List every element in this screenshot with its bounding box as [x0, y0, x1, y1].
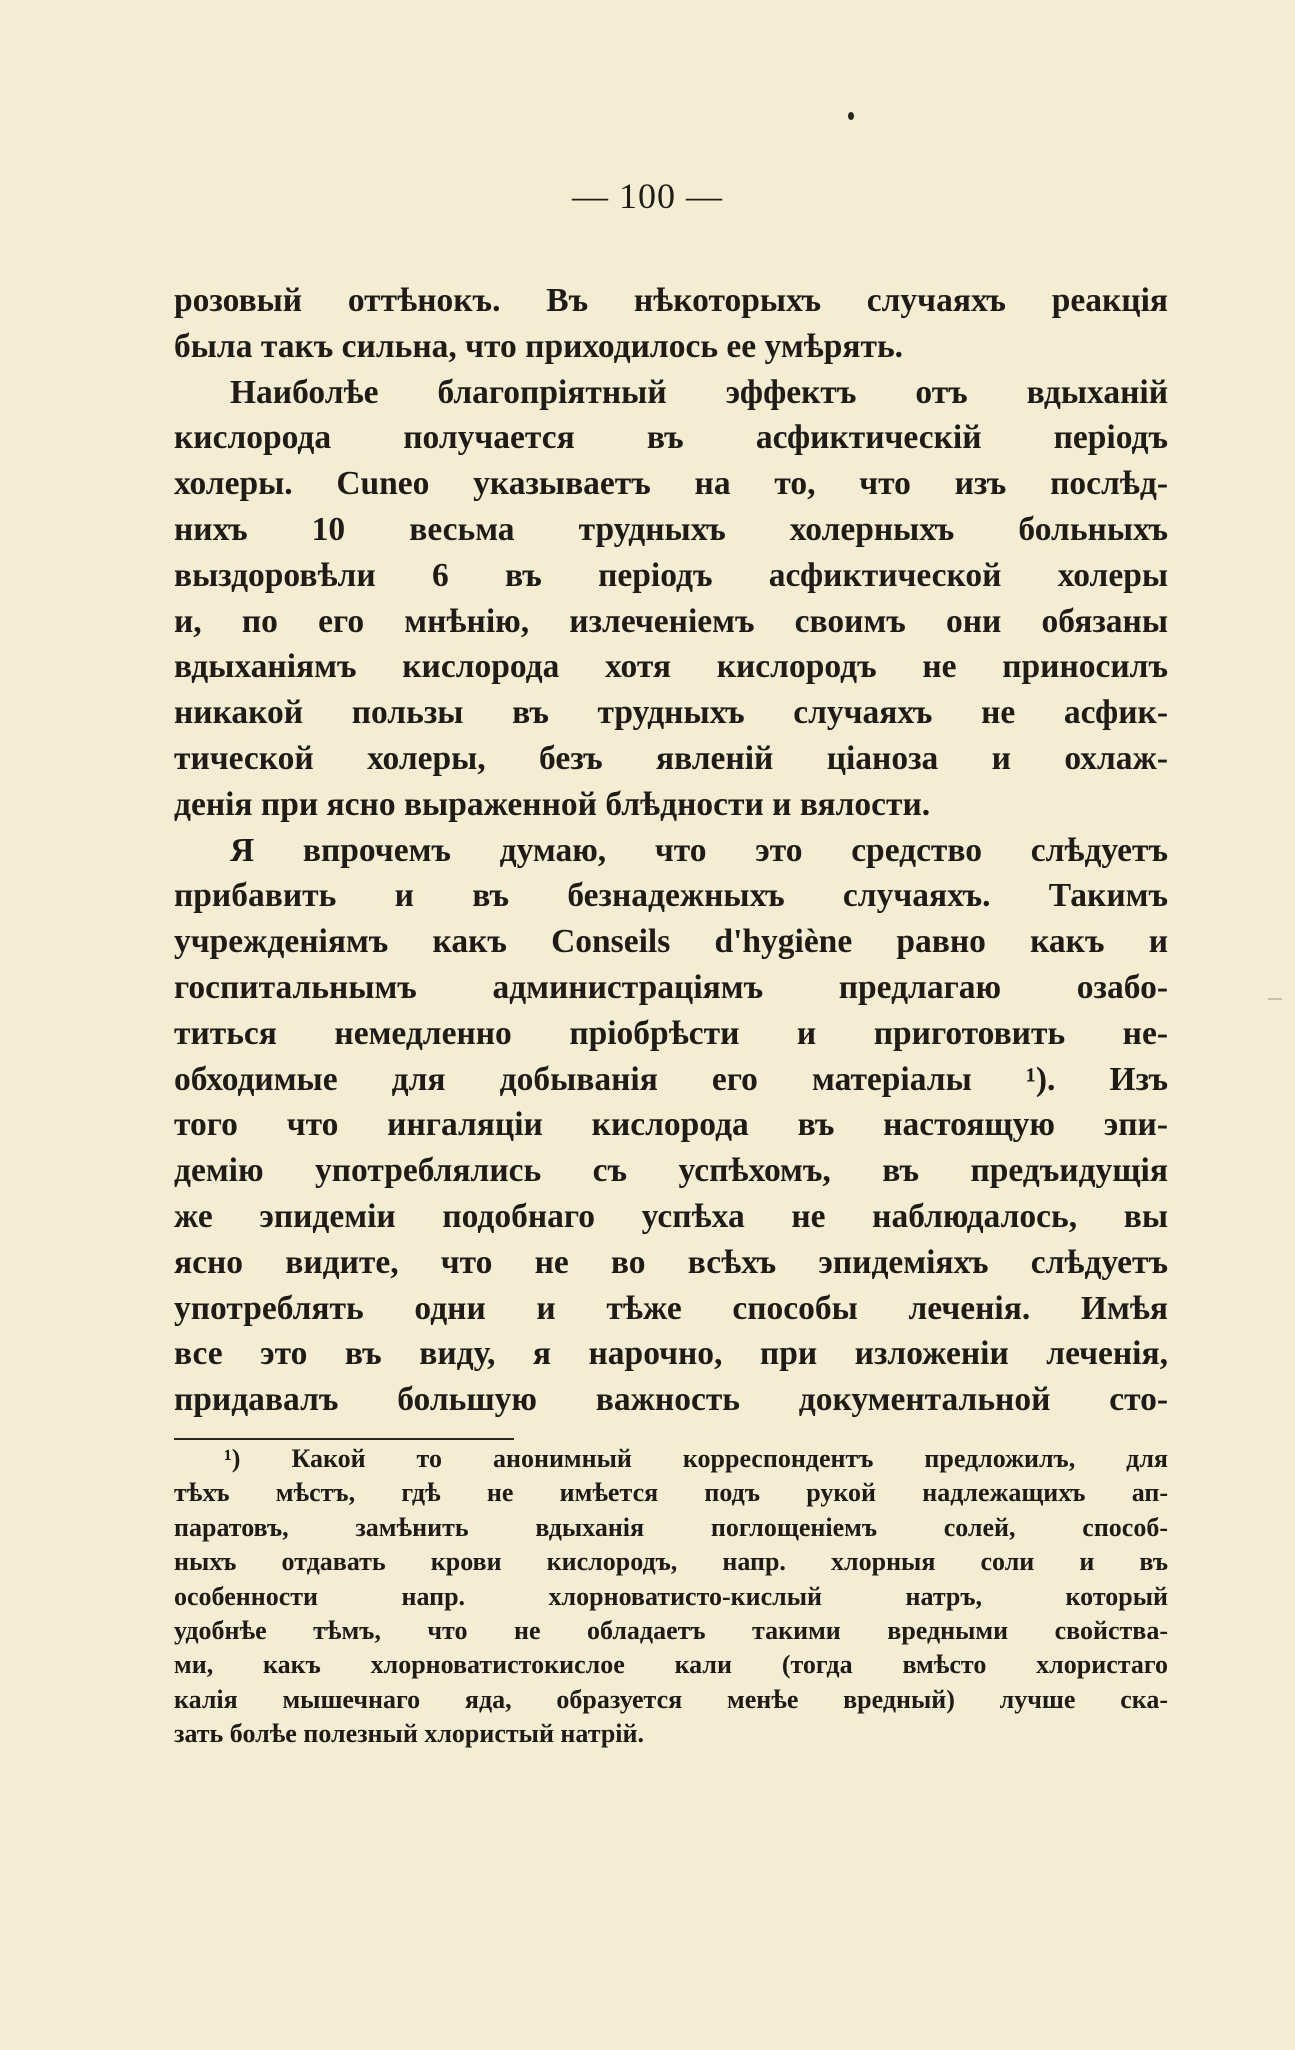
- margin-mark: [1268, 998, 1282, 1000]
- body-line: придавалъ большую важность документальной сто-: [174, 1381, 1168, 1419]
- body-line: того что ингаляціи кислорода въ настоящую эпи-: [174, 1106, 1168, 1144]
- ink-speck: [848, 112, 854, 120]
- body-line: холеры. Cuneo указываетъ на то, что изъ послѣд-: [174, 465, 1168, 503]
- body-line: госпитальнымъ администраціямъ предлагаю озабо-: [174, 968, 1168, 1006]
- body-line: ясно видите, что не во всѣхъ эпидеміяхъ слѣдуетъ: [174, 1243, 1168, 1281]
- body-line: была такъ сильна, что приходилось ее умѣрять.: [174, 327, 904, 365]
- body-line: все это въ виду, я нарочно, при изложеніи леченія,: [174, 1335, 1168, 1373]
- footnote-line: паратовъ, замѣнить вдыханія поглощеніемъ солей, способ-: [174, 1512, 1168, 1542]
- footnote-line: удобнѣе тѣмъ, что не обладаетъ такими вредными свойства-: [174, 1615, 1168, 1645]
- body-line: же эпидеміи подобнаго успѣха не наблюдалось, вы: [174, 1197, 1168, 1235]
- body-line: Наиболѣе благопріятный эффектъ отъ вдыханій: [230, 373, 1168, 411]
- footnote-line: тѣхъ мѣстъ, гдѣ не имѣется подъ рукой надлежащихъ ап-: [174, 1478, 1168, 1508]
- footnote-line: ныхъ отдавать крови кислородъ, напр. хлорныя соли и въ: [174, 1547, 1168, 1577]
- body-line: выздоровѣли 6 въ періодъ асфиктической холеры: [174, 556, 1168, 594]
- body-line: тической холеры, безъ явленій ціаноза и охлаж-: [174, 739, 1168, 777]
- body-line: демію употреблялись съ успѣхомъ, въ предъидущія: [174, 1152, 1168, 1190]
- body-line: денія при ясно выраженной блѣдности и вялости.: [174, 785, 931, 823]
- body-line: кислорода получается въ асфиктическій періодъ: [174, 419, 1168, 457]
- body-line: употреблять одни и тѣже способы леченія. Имѣя: [174, 1289, 1168, 1327]
- footnote-line: калія мышечнаго яда, образуется менѣе вредный) лучше ска-: [174, 1684, 1168, 1714]
- body-line: розовый оттѣнокъ. Въ нѣкоторыхъ случаяхъ реакція: [174, 282, 1168, 319]
- body-text: [174, 278, 1168, 1423]
- body-line: учрежденіямъ какъ Conseils d'hygiène равно какъ и: [174, 923, 1168, 961]
- footnote: [174, 1442, 1168, 1752]
- footnote-line: ми, какъ хлорноватистокислое кали (тогда вмѣсто хлористаго: [174, 1650, 1168, 1680]
- body-line: вдыханіямъ кислорода хотя кислородъ не приносилъ: [174, 648, 1168, 686]
- body-line: и, по его мнѣнію, излеченіемъ своимъ они обязаны: [174, 602, 1168, 640]
- body-line: титься немедленно пріобрѣсти и приготовить не-: [174, 1014, 1168, 1052]
- body-line: Я впрочемъ думаю, что это средство слѣдуетъ: [230, 831, 1168, 869]
- footnote-line: особенности напр. хлорноватисто-кислый натръ, который: [174, 1581, 1168, 1611]
- footnote-line: зать болѣе полезный хлористый натрій.: [174, 1719, 644, 1749]
- footnote-line: ¹) Какой то анонимный корреспондентъ предложилъ, для: [224, 1444, 1168, 1473]
- page-number: — 100 —: [572, 176, 723, 216]
- body-line: нихъ 10 весьма трудныхъ холерныхъ больныхъ: [174, 510, 1168, 548]
- footnote-divider: [174, 1438, 514, 1440]
- body-line: обходимые для добыванія его матеріалы ¹). Изъ: [174, 1060, 1168, 1098]
- body-line: никакой пользы въ трудныхъ случаяхъ не асфик-: [174, 694, 1168, 732]
- body-line: прибавить и въ безнадежныхъ случаяхъ. Такимъ: [174, 877, 1168, 915]
